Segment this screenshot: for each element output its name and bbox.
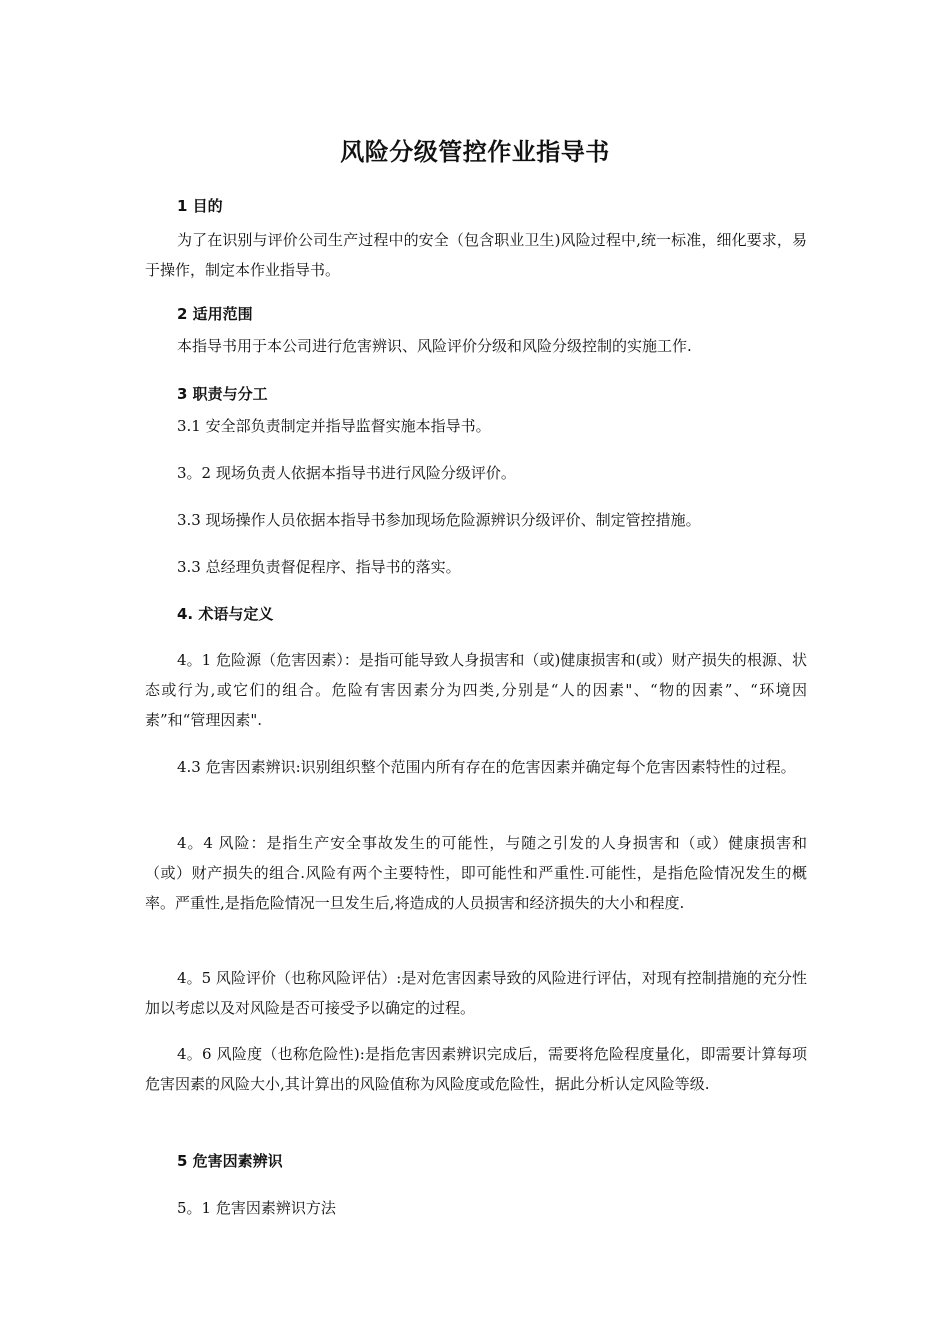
section-4-paragraph: 4.3 危害因素辨识:识别组织整个范围内所有存在的危害因素并确定每个危害因素特性的过程。 [177,758,796,776]
section-2-heading: 2 适用范围 [177,305,253,323]
document-title: 风险分级管控作业指导书 [340,138,610,166]
section-4-paragraph: 4。5 风险评价（也称风险评估）:是对危害因素导致的风险进行评估，对现有控制措施的充分性加以考虑以及对风险是否可接受予以确定的过程。 [145,969,807,1017]
section-1-heading: 1 目的 [177,197,223,215]
section-3-item: 3.3 现场操作人员依据本指导书参加现场危险源辨识分级评价、制定管控措施。 [177,511,701,529]
section-3-heading: 3 职责与分工 [177,385,268,403]
section-5-heading: 5 危害因素辨识 [177,1152,283,1170]
section-5-item: 5。1 危害因素辨识方法 [177,1199,336,1217]
section-3-item: 3.3 总经理负责督促程序、指导书的落实。 [177,558,461,576]
section-4-paragraph: 4。1 危险源（危害因素）：是指可能导致人身损害和（或)健康损害和(或）财产损失的根源、状态或行为,或它们的组合。危险有害因素分为四类,分别是“人的因素"、“物的因素”、“环境因素”和“管理因素". [145,651,807,729]
section-2-paragraph: 本指导书用于本公司进行危害辨识、风险评价分级和风险分级控制的实施工作. [177,337,692,355]
section-3-item: 3.1 安全部负责制定并指导监督实施本指导书。 [177,417,491,435]
section-4-paragraph: 4。4 风险：是指生产安全事故发生的可能性，与随之引发的人身损害和（或）健康损害和（或）财产损失的组合.风险有两个主要特性，即可能性和严重性.可能性，是指危险情况发生的概率。严重性,是指危险情况一旦发生后,将造成的人员损害和经济损失的大小和程度. [145,834,807,912]
section-1-paragraph: 为了在识别与评价公司生产过程中的安全（包含职业卫生)风险过程中,统一标准，细化要求，易于操作，制定本作业指导书。 [145,231,807,279]
section-3-item: 3。2 现场负责人依据本指导书进行风险分级评价。 [177,464,516,482]
section-4-paragraph: 4。6 风险度（也称危险性):是指危害因素辨识完成后，需要将危险程度量化，即需要计算每项危害因素的风险大小,其计算出的风险值称为风险度或危险性，据此分析认定风险等级. [145,1045,807,1093]
section-4-heading: 4. 术语与定义 [177,605,274,623]
